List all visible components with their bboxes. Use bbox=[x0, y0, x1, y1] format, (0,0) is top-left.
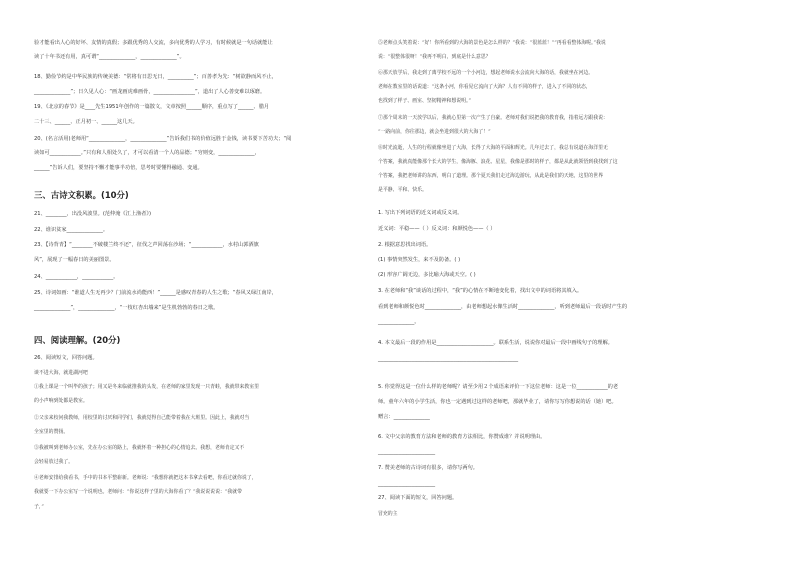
passage-line: 的小声响到处都是教室。 bbox=[34, 398, 88, 404]
passage-line: “一路向前，你往那边，就会坐进到很大的大海了！” bbox=[378, 129, 491, 135]
passage-line: 老师在教室里的话说道：“这条小河，你看见它流向了大海？人有不同的样子，进入了不同的状态， bbox=[378, 84, 591, 90]
question-line: 3. 在老师和“我”谈话的过程中，“我”的心情在不断地变化着，找出文中的词语将其填入。 bbox=[378, 288, 583, 294]
question-line: 验才能看出人心的好坏、友情的真假；多跟优秀的人交流，多向优秀的人学习，有时候就是一句话就能让 bbox=[34, 40, 273, 46]
passage-line: 也找到了样子、画室、坚韧精神和想说明。” bbox=[378, 98, 471, 104]
question-line: 近义词：平稳——（ ）反义词：和颜悦色——（ ） bbox=[378, 226, 496, 232]
question-line: 赠言：______________ bbox=[378, 414, 430, 420]
passage-line: ②父亲来校问我教师，用校里的讨厌和同学们，我就觉得自己能带着我在大班里。因此上，我就对当 bbox=[34, 415, 250, 421]
question-line: ______________。 bbox=[378, 319, 420, 325]
question-line: 23、【诗背青】“________不破楼兰终不还”，征伐之声回荡在沙场；“____________，水村山郭酒旗 bbox=[34, 242, 259, 248]
question-line: 26、阅读短文，回答问题。 bbox=[34, 355, 98, 361]
question-line: ______________________________________________________ bbox=[378, 356, 519, 362]
passage-line: ⑤老师点头笑着说：“好！你所看到的大海的景色是怎么样的？”我说：“很蓝蓝！”“再看看整体海呢。”我说 bbox=[378, 40, 606, 46]
passage-line: 我就要一下办公室写一个说明也。老师问：“你说这样子里的大海你看了？”我说说说说：“我就带 bbox=[34, 489, 243, 495]
passage-line: 个答案，我把老师讲的东西，明白了道理。那个夏天我们走过海边游玩，从此是我们的天地，这里的世界 bbox=[378, 173, 603, 179]
passage-line: ⑥那天放学后，我走到了离学校不远的一个小河边，想起老师说水会流向大海的话，我就坐在河边。 bbox=[378, 70, 594, 76]
question-line: (1) 事情突然发生，来不及防备。( ) bbox=[378, 257, 461, 263]
question-line: 4. 本文最后一段的作用是______________________。联系生活，说说你对最后一段中画线句子的理解。 bbox=[378, 340, 613, 346]
question-line: 二十三、______、正月初一、______这几天。 bbox=[34, 119, 138, 125]
passage-line: ⑧时光流逝，人生的行程就像坐进了大海，长得了大海的平面和辉光。几年过去了，我总有说道在海洋里无 bbox=[378, 145, 608, 151]
question-line: ______________________ bbox=[378, 481, 436, 487]
question-line: 看到老师和颜悦色时______________，由老师想起水像生活时______________，听到老师最后一段话时产生的 bbox=[378, 304, 628, 310]
passage-line: 谈不进大海，就进湖河吧 bbox=[34, 370, 88, 376]
passage-line: ①我上课是一个叫毕的孩子；用又是冬来临就推我的头发，在老师的家里发现一只青蛙，我就带来教室里 bbox=[34, 384, 259, 390]
passage-line: 个答案，我就真能像那个长大的学生，像海豚、浪花、星星，我像是那时的样子，都是从此就领悟到我找到了这 bbox=[378, 159, 618, 165]
passage-line: ④老师安排给我看书，手中的书本平整崭新。老师说：“我想你就把这本书拿去看吧，你看过就你说了， bbox=[34, 475, 257, 481]
question-line: 读如可____________。”只有和人相处久了，才可以看清一个人的品德；“穷则变，______________， bbox=[34, 150, 260, 156]
passage-line: 会轻易放过我了。 bbox=[34, 459, 74, 465]
question-line: 师。童年六年的小学生活，你也一定遇到过这样的老师吧，那就毕业了，请你写写你想说的话（她）吧。 bbox=[378, 399, 617, 405]
passage-line: 是平静、平和、快乐。 bbox=[378, 187, 427, 193]
question-line: 25、诗词如画：“谁道人生无再少？门前流水尚能西！”______是感叹青春的人生之歌；“春风又绿江南岸， bbox=[34, 290, 277, 296]
passage-line: 冒充的主 bbox=[378, 511, 398, 517]
question-line: ______”告诉人们，要坚持不懈才能事半功倍，思考时要懂得融通、变通。 bbox=[34, 165, 203, 171]
passage-line: 子，” bbox=[34, 504, 44, 510]
question-line: 1. 写出下列词语的近义词或反义词。 bbox=[378, 210, 463, 216]
passage-line: ⑦那个周末的一天放学以后，我就心里第一次产生了自豪。老师对我们说把我的教育我，指着远方跟我说： bbox=[378, 115, 608, 121]
question-line: 18、勤俭节约是中华民族的传统美德：“常将有日思无日，__________”；百善孝为先：“树欲静而风不止， bbox=[34, 74, 277, 80]
question-line: 21、________，出没风波里。(范仲淹《江上渔者》) bbox=[34, 211, 151, 217]
question-line: ______________”，______________，“一枝红杏出墙来”是生机勃勃的春日之歌。 bbox=[34, 305, 219, 311]
question-line: 读了十年书还有用，真可谓“______________，______________”。 bbox=[34, 54, 185, 60]
question-line: 5. 你觉得这是一位什么样的老师呢？请至少用２个成语来评价一下这位老师：这是一位____________的老 bbox=[378, 384, 619, 390]
passage-line: 说：“很整体很呀！”我再不明白，到底是什么意思？ bbox=[378, 54, 491, 60]
question-line: 2. 根据意思找出词语。 bbox=[378, 242, 432, 248]
question-line: ______________________ bbox=[378, 449, 436, 455]
question-line: 24、____________，____________。 bbox=[34, 274, 119, 280]
section-heading: 三、古诗文积累。(10分) bbox=[34, 190, 129, 200]
question-line: 6. 文中父亲的教育方法和老师的教育方法相比，你赞成谁？并说明理由。 bbox=[378, 434, 546, 440]
question-line: 19、《北京的春节》是____先生1951年创作的一篇散文，文章按照______顺序，重点写了______、腊月 bbox=[34, 104, 270, 110]
question-line: 7. 赞美老师的古诗词有很多，请你写两句。 bbox=[378, 465, 478, 471]
passage-line: 全室里的赞扬。 bbox=[34, 429, 69, 435]
question-line: (2) 形容广阔无边，多比喻大海或天空。( ) bbox=[378, 272, 476, 278]
question-line: 20、(名言活用)老师用“______________，______________”告诉我们书的价值远胜于金钱，读书要下苦功夫；“阅 bbox=[34, 136, 292, 142]
question-line: 22、谁识贫家______________。 bbox=[34, 227, 109, 233]
passage-line: ③我被叫到老师办公室，先在办公室的路上，我就怀着一种担心的心情追去。我想，老师肯定又不 bbox=[34, 445, 245, 451]
question-line: 风”，展现了一幅春日的美丽图景。 bbox=[34, 257, 115, 263]
section-heading: 四、阅读理解。(20分) bbox=[34, 335, 121, 345]
question-line: ______________”；日久见人心：“画龙画虎难画骨，________________”，道出了人心善变难以琢磨。 bbox=[34, 89, 266, 95]
question-line: 27、阅读下面的短文，回答问题。 bbox=[378, 495, 458, 501]
